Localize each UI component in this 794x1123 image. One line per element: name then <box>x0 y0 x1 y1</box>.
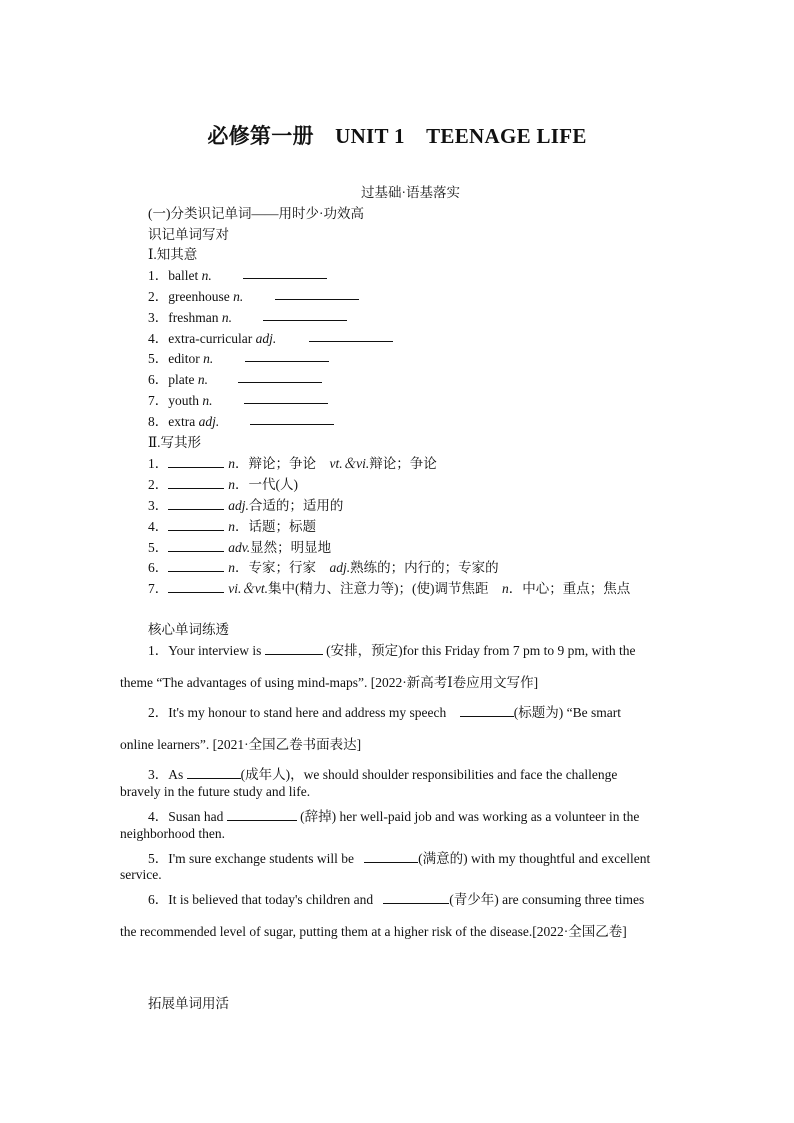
exercise-1-line-2: theme “The advantages of using mind-maps”. [2022·新高考Ⅰ卷应用文写作] <box>120 675 539 690</box>
word: plate <box>168 372 198 387</box>
subheading-memorize: 识记单词写对 <box>148 227 229 242</box>
write-form-item <box>148 515 316 535</box>
part-heading: (一)分类识记单词——用时少·功效高 <box>148 206 364 221</box>
word: ballet <box>168 268 202 283</box>
part-of-speech: adj. <box>329 560 351 575</box>
answer-blank[interactable] <box>168 539 224 552</box>
word: extra <box>168 414 199 429</box>
answer-blank[interactable] <box>245 349 329 362</box>
answer-blank[interactable] <box>250 412 334 425</box>
answer-blank[interactable] <box>187 766 241 779</box>
answer-blank[interactable] <box>227 808 297 821</box>
write-form-item <box>148 452 437 472</box>
section-heading: 过基础·语基落实 <box>361 185 460 200</box>
definition: 熟练的；内行的；专家的 <box>350 560 499 575</box>
part-of-speech: vt.＆vi. <box>329 456 370 471</box>
roman-heading-meaning: Ⅰ.知其意 <box>148 247 198 262</box>
exercise-4-line-1: 4．Susan had (辞掉) her well-paid job and was working as a volunteer in the <box>148 809 640 824</box>
part-of-speech: adj. <box>228 498 249 513</box>
exercise-4-line-2: neighborhood then. <box>120 826 225 841</box>
part-of-speech: adj. <box>198 414 220 429</box>
part-of-speech: n <box>228 477 235 492</box>
answer-blank[interactable] <box>275 287 359 300</box>
exercise-1-line-1: 1．Your interview is (安排，预定)for this Friday from 7 pm to 9 pm, with the <box>148 643 636 658</box>
subheading-core-words: 核心单词练透 <box>148 622 229 637</box>
know-meaning-item <box>148 306 232 326</box>
definition: ．专家；行家 <box>235 560 330 575</box>
item-number: 2． <box>148 289 169 304</box>
definition: 辩论；争论 <box>369 456 437 471</box>
part-of-speech: n. <box>197 372 208 387</box>
know-meaning-item <box>148 410 219 430</box>
answer-blank[interactable] <box>168 518 224 531</box>
answer-blank[interactable] <box>265 642 323 655</box>
exercise-6-line-2: the recommended level of sugar, putting them at a higher risk of the disease.[2022·全国乙卷] <box>120 924 627 939</box>
item-number: 5． <box>148 540 169 555</box>
definition: 显然；明显地 <box>250 540 332 555</box>
definition: ．辩论；争论 <box>235 456 330 471</box>
know-meaning-item <box>148 389 213 409</box>
answer-blank[interactable] <box>263 308 347 321</box>
exercise-5-line-1: 5．I'm sure exchange students will be (满意的) with my thoughtful and excellent <box>148 851 651 866</box>
know-meaning-item <box>148 368 208 388</box>
answer-blank[interactable] <box>460 704 514 717</box>
answer-blank[interactable] <box>243 266 327 279</box>
answer-blank[interactable] <box>168 580 224 593</box>
know-meaning-item <box>148 347 213 367</box>
part-of-speech: n. <box>203 351 214 366</box>
know-meaning-item <box>148 285 243 305</box>
exercise-2-line-1: 2．It's my honour to stand here and address my speech (标题为) “Be smart <box>148 705 621 720</box>
part-of-speech: n. <box>233 289 244 304</box>
exercise-5-line-2: service. <box>120 867 162 882</box>
item-number: 2． <box>148 477 169 492</box>
answer-blank[interactable] <box>238 370 322 383</box>
item-number: 8． <box>148 414 169 429</box>
definition: 合适的；适用的 <box>248 498 344 513</box>
answer-blank[interactable] <box>383 891 449 904</box>
answer-blank[interactable] <box>364 850 418 863</box>
answer-blank[interactable] <box>168 559 224 572</box>
exercise-3-line-2: bravely in the future study and life. <box>120 784 311 799</box>
item-number: 7． <box>148 581 169 596</box>
write-form-item <box>148 556 499 576</box>
definition: ．话题；标题 <box>235 519 316 534</box>
answer-blank[interactable] <box>168 497 224 510</box>
part-of-speech: adj. <box>255 331 277 346</box>
part-of-speech: n. <box>201 268 212 283</box>
item-number: 7． <box>148 393 169 408</box>
item-number: 6． <box>148 372 169 387</box>
roman-heading-form: Ⅱ.写其形 <box>148 435 202 450</box>
definition: 集中(精力、注意力等)；(使)调节焦距 <box>268 581 502 596</box>
part-of-speech: vi.＆vt. <box>228 581 268 596</box>
item-number: 4． <box>148 519 169 534</box>
answer-blank[interactable] <box>168 476 224 489</box>
part-of-speech: n. <box>202 393 213 408</box>
item-number: 5． <box>148 351 169 366</box>
write-form-item <box>148 494 343 514</box>
answer-blank[interactable] <box>309 329 393 342</box>
item-number: 1． <box>148 456 169 471</box>
item-number: 1． <box>148 268 169 283</box>
word: freshman <box>168 310 222 325</box>
exercise-3-line-1: 3．As (成年人)，we should shoulder responsibilities and face the challenge <box>148 767 618 782</box>
subheading-expand-words: 拓展单词用活 <box>148 996 229 1011</box>
know-meaning-item <box>148 264 212 284</box>
answer-blank[interactable] <box>168 455 224 468</box>
item-number: 6． <box>148 560 169 575</box>
part-of-speech: n <box>228 456 235 471</box>
exercise-6-line-1: 6．It is believed that today's children and (青少年) are consuming three times <box>148 892 645 907</box>
item-number: 3． <box>148 498 169 513</box>
word: youth <box>168 393 203 408</box>
word: greenhouse <box>168 289 234 304</box>
definition: ．一代(人) <box>235 477 298 492</box>
word: editor <box>168 351 204 366</box>
part-of-speech: n <box>501 581 509 596</box>
exercise-2-line-2: online learners”. [2021·全国乙卷书面表达] <box>120 737 362 752</box>
item-number: 4． <box>148 331 169 346</box>
part-of-speech: n <box>228 560 235 575</box>
item-number: 3． <box>148 310 169 325</box>
part-of-speech: adv. <box>228 540 251 555</box>
write-form-item <box>148 473 298 493</box>
definition: ．中心；重点；焦点 <box>508 581 631 596</box>
write-form-item <box>148 577 630 597</box>
part-of-speech: n. <box>221 310 232 325</box>
know-meaning-item <box>148 327 276 347</box>
answer-blank[interactable] <box>244 391 328 404</box>
part-of-speech: n <box>228 519 235 534</box>
write-form-item <box>148 536 331 556</box>
word: extra-curricular <box>168 331 256 346</box>
page-title: 必修第一册 UNIT 1 TEENAGE LIFE <box>207 124 587 148</box>
